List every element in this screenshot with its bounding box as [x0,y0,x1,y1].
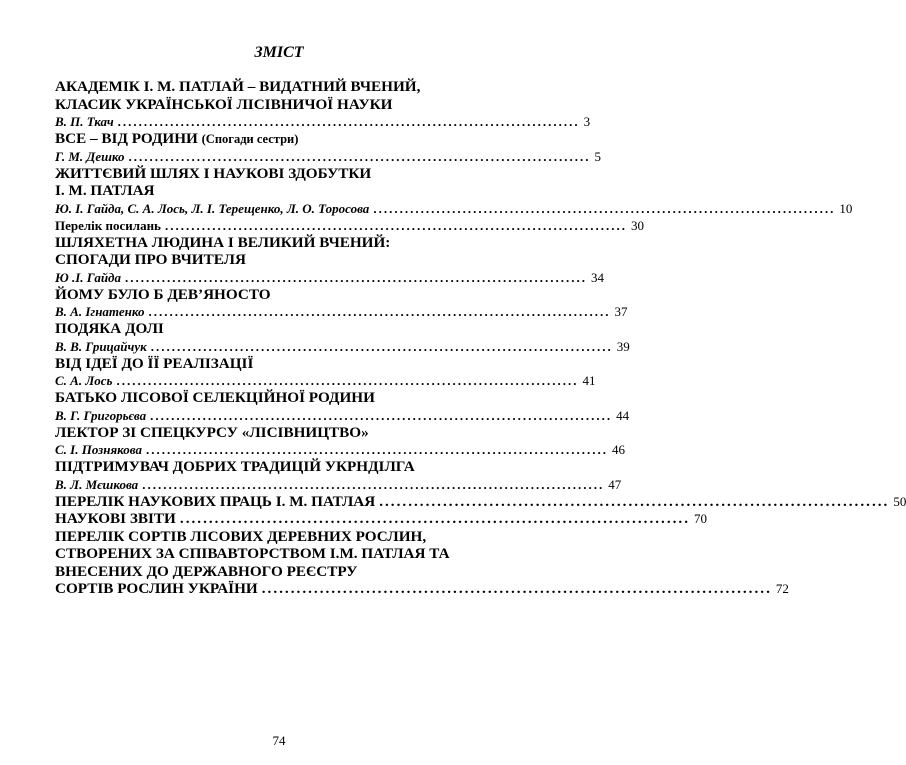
dot-leader: ........................................................................................ [379,492,890,510]
table-of-contents [55,78,906,598]
toc-entry-row[interactable] [55,580,789,598]
toc-entry-author: Г. М. Дешко [55,148,125,164]
toc-entry-title: БАТЬКО ЛІСОВОЇ СЕЛЕКЦІЙНОЇ РОДИНИ [55,389,375,406]
toc-entry-title: ПІДТРИМУВАЧ ДОБРИХ ТРАДИЦІЙ УКРНДІЛГА [55,458,415,475]
dot-leader: ........................................................................................ [261,580,772,597]
toc-entry-title: СТВОРЕНИХ ЗА СПІВАВТОРСТВОМ І.М. ПАТЛАЯ ТА [55,545,450,562]
toc-entry-page: 3 [583,114,591,129]
toc-entry-page: 10 [839,200,853,216]
toc-entry-page: 39 [616,338,630,354]
toc-entry-author: Ю .І. Гайда [55,269,121,285]
toc-entry-author: В. Л. Мєшкова [55,476,139,492]
page-title: ЗМІСТ [254,44,304,61]
dot-leader: ........................................................................................ [150,407,613,423]
toc-entry-author: С. А. Лось [55,373,113,388]
dot-leader: ........................................................................................ [116,373,579,388]
toc-entry-author-row[interactable] [55,338,630,355]
dot-leader: ........................................................................................ [117,114,580,129]
toc-entry-references: Перелік посилань [55,217,161,233]
page-number: 74 [272,733,286,748]
toc-entry-note: (Спогади сестри) [201,132,299,146]
toc-entry-author: В. Г. Григорьєва [55,407,147,423]
toc-entry-page: 47 [608,476,622,492]
toc-entry-title: ПОДЯКА ДОЛІ [55,320,164,337]
toc-entry-page: 46 [611,442,625,457]
toc-entry-author-row[interactable] [55,407,630,424]
toc-entry-title: ВСЕ – ВІД РОДИНИ (Спогади сестри) [55,130,299,147]
toc-entry-title: СПОГАДИ ПРО ВЧИТЕЛЯ [55,251,246,268]
dot-leader: ........................................................................................ [179,510,691,527]
toc-entry-author-row[interactable] [55,148,602,165]
toc-entry-author: С. І. Познякова [55,442,142,457]
toc-entry-page: 50 [893,493,906,509]
toc-entry-author-row[interactable] [55,303,628,320]
toc-entry-row[interactable] [55,492,906,511]
toc-entry-page: 37 [614,304,628,319]
toc-entry-author-row[interactable] [55,200,853,217]
dot-leader: ........................................................................................ [128,148,591,164]
toc-entry-title: ВІД ІДЕЇ ДО ЇЇ РЕАЛІЗАЦІЇ [55,354,254,372]
toc-entry-author-row[interactable] [55,113,591,130]
dot-leader: ........................................................................................ [373,200,836,216]
toc-entry-title: АКАДЕМІК І. М. ПАТЛАЙ – ВИДАТНИЙ ВЧЕНИЙ, [55,78,421,95]
toc-entry-page: 34 [591,269,604,285]
toc-entry-title: ПЕРЕЛІК СОРТІВ ЛІСОВИХ ДЕРЕВНИХ РОСЛИН, [55,527,427,545]
toc-entry-page: 30 [630,217,644,233]
toc-entry-page: 5 [594,148,602,164]
toc-entry-page: 70 [694,511,708,526]
toc-entry-row[interactable] [55,510,708,528]
dot-leader: ........................................................................................ [148,304,611,319]
toc-entry-title: ЖИТТЄВИЙ ШЛЯХ І НАУКОВІ ЗДОБУТКИ [55,164,372,182]
dot-leader: ........................................................................................ [142,476,605,492]
toc-entry-title: НАУКОВІ ЗВІТИ [55,510,176,527]
toc-entry-author-row[interactable] [55,372,596,389]
toc-entry-title: ПЕРЕЛІК НАУКОВИХ ПРАЦЬ І. М. ПАТЛАЯ [55,492,376,510]
toc-entry-title: ЙОМУ БУЛО Б ДЕВ’ЯНОСТО [55,285,271,303]
toc-entry-title: СОРТІВ РОСЛИН УКРАЇНИ [55,580,258,597]
dot-leader: ........................................................................................ [164,217,627,233]
dot-leader: ........................................................................................ [125,269,587,285]
toc-entry-title: І. М. ПАТЛАЯ [55,182,155,199]
toc-entry-page: 44 [616,407,630,423]
toc-entry-author: В. П. Ткач [55,114,114,129]
toc-entry-author: Ю. І. Гайда, С. А. Лось, Л. І. Терещенко, Л. О. Торосова [55,200,370,216]
toc-entry-author-row[interactable] [55,441,625,458]
dot-leader: ........................................................................................ [145,442,608,457]
toc-entry-title: ЛЕКТОР ЗІ СПЕЦКУРСУ «ЛІСІВНИЦТВО» [55,423,369,441]
toc-entry-title: КЛАСИК УКРАЇНСЬКОЇ ЛІСІВНИЧОЇ НАУКИ [55,95,393,113]
toc-entry-author: В. В. Грицайчук [55,338,147,354]
toc-entry-author-row[interactable] [55,476,622,493]
toc-entry-author: В. А. Ігнатенко [55,304,145,319]
toc-entry-title: ВНЕСЕНИХ ДО ДЕРЖАВНОГО РЕЄСТРУ [55,562,358,580]
toc-entry-page: 41 [582,373,596,388]
toc-entry-author-row[interactable] [55,269,604,286]
toc-entry-title: ШЛЯХЕТНА ЛЮДИНА І ВЕЛИКИЙ ВЧЕНИЙ: [55,233,391,251]
toc-entry-references-row[interactable] [55,217,644,234]
dot-leader: ........................................................................................ [150,338,613,354]
toc-entry-page: 72 [775,581,789,596]
